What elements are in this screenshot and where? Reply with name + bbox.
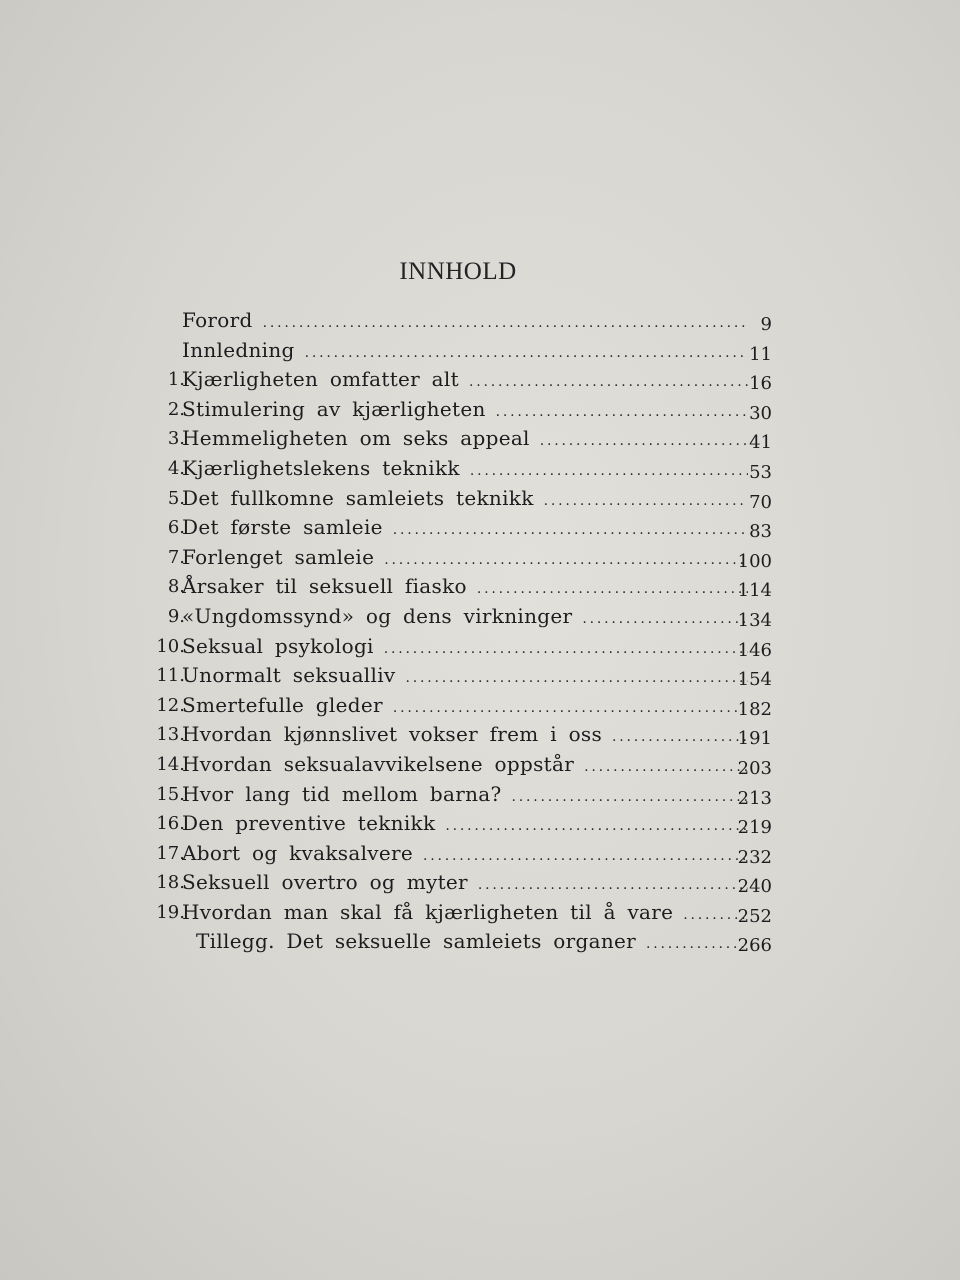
- toc-entry: [120, 898, 800, 928]
- page-heading: INNHOLD: [399, 258, 517, 285]
- chapter-title: Stimulering av kjærligheten: [182, 396, 486, 421]
- chapter-number: 1.: [167, 369, 185, 391]
- toc-entry: [120, 484, 800, 514]
- dot-leader: [406, 664, 749, 694]
- chapter-title: Tillegg. Det seksuelle samleiets organer: [196, 929, 637, 954]
- dot-leader: [496, 398, 748, 428]
- dot-leader: [512, 783, 748, 813]
- dot-leader: [478, 871, 748, 901]
- chapter-title: Hemmeligheten om seks appeal: [182, 426, 530, 451]
- toc-entry: [120, 513, 800, 543]
- chapter-number: 11.: [156, 665, 185, 687]
- toc-entry: [120, 809, 800, 839]
- page-number: 53: [749, 461, 772, 483]
- chapter-number: 6.: [167, 517, 185, 539]
- toc-entry: [120, 336, 800, 366]
- chapter-title: Kjærligheten omfatter alt: [182, 367, 459, 392]
- dot-leader: [305, 339, 748, 369]
- toc-entry: [120, 306, 800, 336]
- page-number: 240: [737, 876, 772, 898]
- page-number: 182: [737, 698, 772, 720]
- page-number: 70: [749, 491, 772, 513]
- toc-entry: [120, 750, 800, 780]
- page-number: 232: [737, 846, 772, 868]
- toc-entry: [120, 454, 800, 484]
- chapter-number: 5.: [167, 487, 185, 509]
- page-number: 83: [749, 521, 772, 543]
- dot-leader: [612, 723, 748, 753]
- chapter-title: Abort og kvaksalvere: [182, 840, 414, 865]
- chapter-title: Smertefulle gleder: [182, 692, 383, 717]
- page-number: 146: [737, 639, 772, 661]
- chapter-number: 2.: [167, 398, 185, 420]
- chapter-number: 19.: [156, 901, 185, 923]
- chapter-number: 14.: [156, 753, 185, 775]
- dot-leader: [393, 694, 748, 724]
- dot-leader: [540, 427, 748, 457]
- toc-entry: [120, 365, 800, 395]
- page-number: 203: [737, 757, 772, 779]
- toc-entry: [120, 780, 800, 810]
- page-number: 100: [737, 550, 772, 572]
- dot-leader: [477, 575, 748, 605]
- page-number: 213: [737, 787, 772, 809]
- chapter-number: 16.: [156, 813, 185, 835]
- dot-leader: [445, 812, 748, 842]
- chapter-number: 8.: [167, 576, 185, 598]
- chapter-title: Årsaker til seksuell fiasko: [182, 574, 467, 599]
- table-of-contents: [120, 306, 800, 957]
- dot-leader: [584, 753, 748, 783]
- toc-entry: [120, 691, 800, 721]
- dot-leader: [384, 546, 748, 576]
- dot-leader: [393, 516, 748, 546]
- toc-entry: [120, 602, 800, 632]
- page-number: 114: [737, 580, 772, 602]
- page-number: 266: [737, 935, 772, 957]
- toc-entry: [120, 839, 800, 869]
- toc-entry: [120, 927, 800, 957]
- chapter-number: 9.: [167, 605, 185, 627]
- toc-entry: [120, 868, 800, 898]
- page-number: 154: [737, 669, 772, 691]
- page-number: 252: [737, 905, 772, 927]
- chapter-number: 10.: [156, 635, 185, 657]
- dot-leader: [582, 605, 748, 635]
- chapter-number: 3.: [167, 428, 185, 450]
- chapter-number: 18.: [156, 872, 185, 894]
- chapter-title: Hvordan seksualavvikelsene oppstår: [182, 751, 575, 776]
- page-number: 219: [737, 817, 772, 839]
- page-number: 41: [749, 432, 772, 454]
- chapter-number: 12.: [156, 694, 185, 716]
- page-number: 11: [749, 343, 772, 365]
- chapter-title: Seksual psykologi: [182, 633, 374, 658]
- page-number: 191: [737, 728, 772, 750]
- toc-entry: [120, 424, 800, 454]
- chapter-title: Den preventive teknikk: [182, 811, 436, 836]
- chapter-title: Det fullkomne samleiets teknikk: [182, 485, 534, 510]
- chapter-title: Hvor lang tid mellom barna?: [182, 781, 502, 806]
- toc-entry: [120, 543, 800, 573]
- dot-leader: [423, 842, 748, 872]
- chapter-title: Unormalt seksualliv: [182, 663, 396, 688]
- chapter-number: 7.: [167, 546, 185, 568]
- toc-entry: [120, 572, 800, 602]
- dot-leader: [470, 457, 748, 487]
- chapter-title: Innledning: [182, 337, 295, 362]
- chapter-title: Hvordan kjønnslivet vokser frem i oss: [182, 722, 603, 747]
- chapter-title: Hvordan man skal få kjærligheten til å vare: [182, 899, 674, 924]
- chapter-title: «Ungdomssynd» og dens virkninger: [182, 603, 573, 628]
- chapter-number: 17.: [156, 842, 185, 864]
- page-number: 30: [749, 402, 772, 424]
- dot-leader: [469, 368, 748, 398]
- toc-entry: [120, 720, 800, 750]
- chapter-number: 4.: [167, 457, 185, 479]
- chapter-number: 15.: [156, 783, 185, 805]
- page-number: 16: [749, 373, 772, 395]
- chapter-title: Forord: [182, 308, 253, 332]
- dot-leader: [646, 930, 748, 960]
- chapter-title: Forlenget samleie: [182, 544, 375, 569]
- chapter-title: Det første samleie: [182, 515, 383, 540]
- dot-leader: [263, 309, 748, 339]
- page-number: 134: [737, 609, 772, 631]
- toc-entry: [120, 661, 800, 691]
- chapter-number: 13.: [156, 724, 185, 746]
- dot-leader: [384, 635, 748, 665]
- chapter-title: Seksuell overtro og myter: [182, 870, 468, 895]
- toc-entry: [120, 395, 800, 425]
- toc-entry: [120, 632, 800, 662]
- dot-leader: [544, 487, 748, 517]
- page-number: 9: [760, 314, 772, 335]
- chapter-title: Kjærlighetslekens teknikk: [182, 455, 460, 480]
